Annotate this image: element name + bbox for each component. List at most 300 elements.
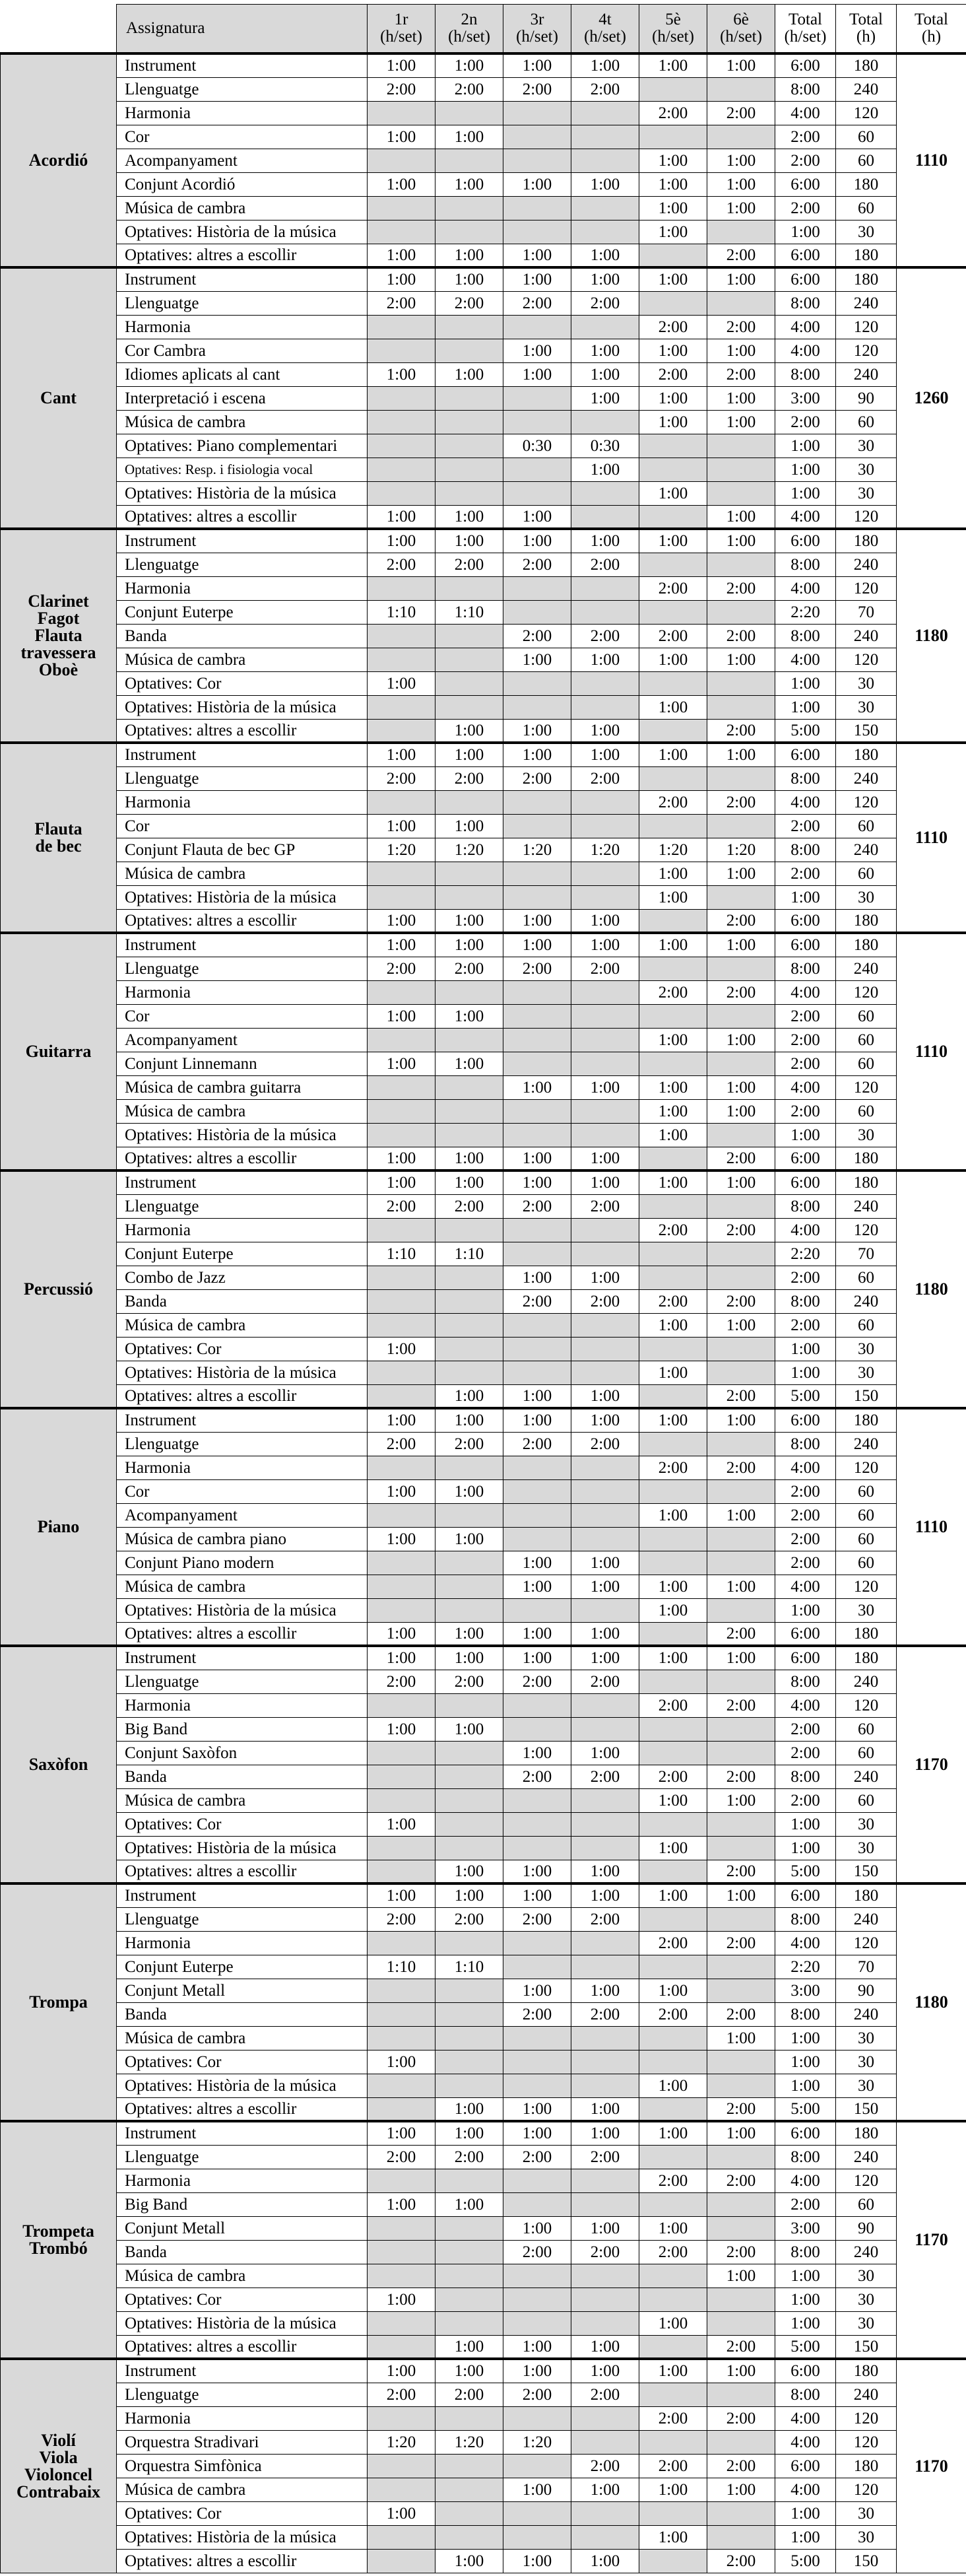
total-hours-cell: 240 bbox=[836, 1289, 897, 1313]
year-1-hours-cell bbox=[368, 648, 435, 671]
table-row bbox=[1, 933, 966, 957]
year-5-hours-cell bbox=[639, 2192, 707, 2216]
year-1-hours-cell bbox=[368, 1979, 435, 2002]
week-total-cell: 2:00 bbox=[775, 1503, 836, 1527]
subject-cell: Combo de Jazz bbox=[117, 1266, 368, 1289]
year-3-hours-cell: 1:00 bbox=[503, 1147, 571, 1170]
year-5-hours-cell bbox=[639, 125, 707, 149]
year-2-hours-cell: 1:00 bbox=[435, 1622, 503, 1646]
year-5-hours-cell bbox=[639, 1384, 707, 1408]
year-2-hours-cell bbox=[435, 2074, 503, 2097]
year-5-hours-cell bbox=[639, 1147, 707, 1170]
week-total-cell: 4:00 bbox=[775, 2430, 836, 2454]
instrument-name: Acordió bbox=[28, 151, 88, 170]
year-1-hours-cell: 1:00 bbox=[368, 933, 435, 957]
week-total-cell: 8:00 bbox=[775, 1432, 836, 1456]
subject-cell: Llenguatge bbox=[117, 553, 368, 576]
year-3-hours-cell bbox=[503, 1503, 571, 1527]
year-3-hours-cell: 1:00 bbox=[503, 1408, 571, 1432]
table-row bbox=[1, 1527, 966, 1551]
table-row bbox=[1, 2525, 966, 2549]
year-4-hours-cell bbox=[571, 862, 639, 885]
table-row bbox=[1, 1598, 966, 1622]
week-total-cell: 4:00 bbox=[775, 1693, 836, 1717]
year-6-hours-cell: 1:00 bbox=[707, 267, 775, 291]
total-week-header: Total (h/set) bbox=[775, 5, 836, 54]
year-5-hours-cell: 1:00 bbox=[639, 1099, 707, 1123]
year-3-hours-cell: 1:20 bbox=[503, 2430, 571, 2454]
table-row bbox=[1, 862, 966, 885]
year-4-hours-cell bbox=[571, 695, 639, 719]
year-1-hours-cell bbox=[368, 196, 435, 220]
week-total-cell: 8:00 bbox=[775, 1194, 836, 1218]
year-4-hours-cell bbox=[571, 2264, 639, 2288]
total-hours-cell: 150 bbox=[836, 2549, 897, 2573]
year-6-hours-cell bbox=[707, 481, 775, 505]
subject-cell: Harmonia bbox=[117, 980, 368, 1004]
year-4-hours-cell: 1:00 bbox=[571, 2216, 639, 2240]
year-6-hours-cell: 2:00 bbox=[707, 1147, 775, 1170]
subject-cell: Optatives: Història de la música bbox=[117, 1598, 368, 1622]
year-1-hours-cell bbox=[368, 695, 435, 719]
table-row bbox=[1, 1931, 966, 1955]
year-2-hours-cell: 1:00 bbox=[435, 2097, 503, 2121]
year-5-hours-cell: 1:00 bbox=[639, 196, 707, 220]
year-3-hours-cell: 2:00 bbox=[503, 957, 571, 980]
year-6-hours-cell bbox=[707, 885, 775, 909]
table-row bbox=[1, 2383, 966, 2406]
year-5-hours-cell: 1:00 bbox=[639, 2525, 707, 2549]
table-row bbox=[1, 2264, 966, 2288]
subject-cell: Optatives: Història de la música bbox=[117, 695, 368, 719]
year-1-hours-cell: 1:00 bbox=[368, 1717, 435, 1741]
year-6-header: 6è (h/set) bbox=[707, 5, 775, 54]
year-4-hours-cell bbox=[571, 1693, 639, 1717]
year-1-hours-cell: 1:20 bbox=[368, 2430, 435, 2454]
week-total-cell: 4:00 bbox=[775, 1075, 836, 1099]
year-3-hours-cell: 2:00 bbox=[503, 2383, 571, 2406]
subject-cell: Conjunt Metall bbox=[117, 2216, 368, 2240]
week-total-cell: 5:00 bbox=[775, 1860, 836, 1883]
instrument-group-acordio bbox=[1, 53, 117, 267]
year-6-hours-cell bbox=[707, 1717, 775, 1741]
grand-total-cell: 1180 bbox=[897, 1883, 966, 2121]
year-3-hours-cell bbox=[503, 2501, 571, 2525]
header-corner bbox=[1, 5, 117, 54]
year-5-hours-cell bbox=[639, 2549, 707, 2573]
table-row bbox=[1, 2549, 966, 2573]
table-row bbox=[1, 1979, 966, 2002]
year-1-hours-cell bbox=[368, 790, 435, 814]
year-4-hours-cell: 1:00 bbox=[571, 1883, 639, 1907]
year-3-hours-cell bbox=[503, 1836, 571, 1860]
year-3-hours-cell: 2:00 bbox=[503, 1907, 571, 1931]
subject-cell: Música de cambra bbox=[117, 196, 368, 220]
subject-cell: Harmonia bbox=[117, 1693, 368, 1717]
table-row bbox=[1, 1361, 966, 1384]
year-3-hours-cell: 1:00 bbox=[503, 339, 571, 362]
instrument-name: Piano bbox=[37, 1517, 80, 1536]
year-4-hours-cell bbox=[571, 1099, 639, 1123]
year-3-hours-cell bbox=[503, 1242, 571, 1266]
year-2-hours-cell: 1:00 bbox=[435, 1170, 503, 1194]
year-6-hours-cell bbox=[707, 1670, 775, 1693]
total-hours-cell: 30 bbox=[836, 2501, 897, 2525]
subject-cell: Optatives: Cor bbox=[117, 2288, 368, 2311]
table-row bbox=[1, 1479, 966, 1503]
year-5-hours-cell bbox=[639, 2026, 707, 2050]
total-hours-cell: 30 bbox=[836, 2288, 897, 2311]
year-3-hours-cell bbox=[503, 862, 571, 885]
year-1-hours-cell bbox=[368, 1741, 435, 1765]
subject-cell: Acompanyament bbox=[117, 149, 368, 172]
subject-cell: Llenguatge bbox=[117, 2145, 368, 2169]
instrument-group-piano bbox=[1, 1408, 117, 1646]
table-row bbox=[1, 600, 966, 624]
year-5-hours-cell: 2:00 bbox=[639, 1289, 707, 1313]
table-row bbox=[1, 1432, 966, 1456]
week-total-cell: 6:00 bbox=[775, 909, 836, 933]
year-5-hours-cell bbox=[639, 1052, 707, 1075]
year-5-hours-cell: 1:00 bbox=[639, 1170, 707, 1194]
year-2-hours-cell bbox=[435, 1598, 503, 1622]
table-row bbox=[1, 1075, 966, 1099]
week-total-cell: 4:00 bbox=[775, 505, 836, 529]
week-total-cell: 8:00 bbox=[775, 766, 836, 790]
subject-cell: Cor bbox=[117, 1479, 368, 1503]
table-row bbox=[1, 220, 966, 244]
year-2-hours-cell: 1:10 bbox=[435, 1955, 503, 1979]
year-4-hours-cell: 2:00 bbox=[571, 957, 639, 980]
year-1-hours-cell bbox=[368, 220, 435, 244]
total-hours-cell: 60 bbox=[836, 1503, 897, 1527]
table-row bbox=[1, 1170, 966, 1194]
grand-total-cell: 1180 bbox=[897, 529, 966, 743]
table-row bbox=[1, 2097, 966, 2121]
year-1-hours-cell: 1:00 bbox=[368, 1170, 435, 1194]
year-2-hours-cell: 2:00 bbox=[435, 553, 503, 576]
year-3-hours-cell bbox=[503, 2288, 571, 2311]
year-5-hours-cell: 1:00 bbox=[639, 2121, 707, 2145]
year-4-hours-cell: 1:00 bbox=[571, 743, 639, 766]
week-total-cell: 8:00 bbox=[775, 2145, 836, 2169]
table-row bbox=[1, 1052, 966, 1075]
year-6-hours-cell: 1:00 bbox=[707, 648, 775, 671]
year-2-hours-cell: 1:00 bbox=[435, 1717, 503, 1741]
subject-cell: Música de cambra piano bbox=[117, 1527, 368, 1551]
total-hours-cell: 120 bbox=[836, 505, 897, 529]
total-hours-cell: 30 bbox=[836, 2026, 897, 2050]
week-total-cell: 8:00 bbox=[775, 624, 836, 648]
year-2-hours-cell bbox=[435, 2264, 503, 2288]
table-row bbox=[1, 1812, 966, 1836]
year-2-hours-cell: 1:00 bbox=[435, 2121, 503, 2145]
year-2-hours-cell bbox=[435, 2406, 503, 2430]
table-row bbox=[1, 2335, 966, 2359]
year-3-hours-cell: 1:00 bbox=[503, 267, 571, 291]
year-6-hours-cell: 1:20 bbox=[707, 838, 775, 862]
year-6-hours-cell: 1:00 bbox=[707, 410, 775, 434]
year-4-hours-cell: 1:00 bbox=[571, 53, 639, 77]
year-3-hours-cell: 1:00 bbox=[503, 909, 571, 933]
year-6-hours-cell: 2:00 bbox=[707, 101, 775, 125]
year-6-hours-cell bbox=[707, 766, 775, 790]
year-4-hours-cell: 1:00 bbox=[571, 1408, 639, 1432]
year-6-hours-cell: 1:00 bbox=[707, 339, 775, 362]
year-4-hours-cell: 2:00 bbox=[571, 766, 639, 790]
subject-cell: Harmonia bbox=[117, 576, 368, 600]
year-2-hours-cell: 1:00 bbox=[435, 125, 503, 149]
year-3-hours-cell bbox=[503, 790, 571, 814]
year-2-hours-cell: 2:00 bbox=[435, 1907, 503, 1931]
year-5-hours-cell bbox=[639, 1812, 707, 1836]
year-6-hours-cell: 1:00 bbox=[707, 1788, 775, 1812]
subject-cell: Optatives: altres a escollir bbox=[117, 2335, 368, 2359]
year-3-hours-cell bbox=[503, 2050, 571, 2074]
subject-column-header: Assignatura bbox=[117, 5, 368, 54]
year-3-hours-cell: 1:00 bbox=[503, 2121, 571, 2145]
table-row bbox=[1, 648, 966, 671]
subject-cell: Optatives: Cor bbox=[117, 1337, 368, 1361]
total-hours-cell: 180 bbox=[836, 909, 897, 933]
year-2-hours-cell bbox=[435, 434, 503, 458]
year-3-hours-cell: 1:00 bbox=[503, 1883, 571, 1907]
year-5-hours-cell: 1:00 bbox=[639, 149, 707, 172]
year-2-hours-cell: 2:00 bbox=[435, 2383, 503, 2406]
year-2-hours-cell: 1:00 bbox=[435, 1527, 503, 1551]
year-1-hours-cell bbox=[368, 386, 435, 410]
year-4-hours-cell bbox=[571, 410, 639, 434]
year-5-hours-cell: 2:00 bbox=[639, 576, 707, 600]
year-6-hours-cell: 2:00 bbox=[707, 244, 775, 267]
year-5-hours-cell: 1:00 bbox=[639, 386, 707, 410]
year-1-hours-cell: 1:00 bbox=[368, 1408, 435, 1432]
year-2-hours-cell bbox=[435, 2454, 503, 2478]
year-2-hours-cell bbox=[435, 885, 503, 909]
subject-cell: Instrument bbox=[117, 529, 368, 553]
year-2-hours-cell: 1:20 bbox=[435, 2430, 503, 2454]
total-hours-cell: 180 bbox=[836, 2121, 897, 2145]
year-3-hours-cell: 1:00 bbox=[503, 648, 571, 671]
week-total-cell: 6:00 bbox=[775, 2454, 836, 2478]
subject-cell: Orquestra Simfònica bbox=[117, 2454, 368, 2478]
year-2-hours-cell bbox=[435, 1099, 503, 1123]
subject-cell: Optatives: altres a escollir bbox=[117, 2097, 368, 2121]
year-5-hours-cell bbox=[639, 1194, 707, 1218]
year-3-hours-cell bbox=[503, 814, 571, 838]
year-6-hours-cell: 1:00 bbox=[707, 1503, 775, 1527]
year-3-hours-cell bbox=[503, 1052, 571, 1075]
year-3-hours-cell: 1:00 bbox=[503, 244, 571, 267]
year-4-hours-cell bbox=[571, 1361, 639, 1384]
table-row bbox=[1, 2288, 966, 2311]
year-3-hours-cell bbox=[503, 2406, 571, 2430]
year-5-hours-cell: 2:00 bbox=[639, 1931, 707, 1955]
year-2-hours-cell bbox=[435, 315, 503, 339]
week-total-cell: 4:00 bbox=[775, 1931, 836, 1955]
week-total-cell: 1:00 bbox=[775, 1598, 836, 1622]
year-1-hours-cell bbox=[368, 1456, 435, 1479]
year-5-hours-cell: 2:00 bbox=[639, 2454, 707, 2478]
subject-cell: Llenguatge bbox=[117, 291, 368, 315]
year-4-hours-cell: 1:00 bbox=[571, 362, 639, 386]
year-6-hours-cell bbox=[707, 2192, 775, 2216]
year-2-hours-cell: 1:00 bbox=[435, 2335, 503, 2359]
year-1-hours-cell: 1:00 bbox=[368, 2121, 435, 2145]
year-6-hours-cell bbox=[707, 2311, 775, 2335]
table-row bbox=[1, 2192, 966, 2216]
year-2-hours-cell bbox=[435, 576, 503, 600]
year-3-hours-cell: 1:00 bbox=[503, 1075, 571, 1099]
instrument-name: Violoncel bbox=[24, 2464, 93, 2484]
table-row bbox=[1, 1004, 966, 1028]
year-1-hours-cell: 2:00 bbox=[368, 2383, 435, 2406]
table-row bbox=[1, 481, 966, 505]
year-2-hours-cell bbox=[435, 1575, 503, 1598]
total-hours-cell: 240 bbox=[836, 2145, 897, 2169]
year-4-hours-cell: 2:00 bbox=[571, 1907, 639, 1931]
subject-cell: Optatives: Història de la música bbox=[117, 220, 368, 244]
year-2-hours-cell bbox=[435, 1836, 503, 1860]
year-1-hours-cell: 1:00 bbox=[368, 125, 435, 149]
year-6-hours-cell bbox=[707, 1479, 775, 1503]
grand-total-header: Total (h) bbox=[897, 5, 966, 54]
subject-cell: Optatives: altres a escollir bbox=[117, 2549, 368, 2573]
year-2-hours-cell bbox=[435, 671, 503, 695]
subject-cell: Conjunt Euterpe bbox=[117, 600, 368, 624]
year-5-hours-cell: 2:00 bbox=[639, 2169, 707, 2192]
week-total-cell: 6:00 bbox=[775, 2121, 836, 2145]
year-1-hours-cell: 1:00 bbox=[368, 814, 435, 838]
subject-cell: Música de cambra bbox=[117, 1099, 368, 1123]
year-1-hours-cell bbox=[368, 1931, 435, 1955]
year-1-hours-cell bbox=[368, 1266, 435, 1289]
year-4-hours-cell: 2:00 bbox=[571, 1194, 639, 1218]
year-2-hours-cell: 1:00 bbox=[435, 362, 503, 386]
year-4-hours-cell bbox=[571, 790, 639, 814]
year-2-hours-cell bbox=[435, 481, 503, 505]
year-5-hours-cell: 1:00 bbox=[639, 1313, 707, 1337]
year-5-hours-cell bbox=[639, 1622, 707, 1646]
year-3-hours-cell: 2:00 bbox=[503, 553, 571, 576]
week-total-cell: 1:00 bbox=[775, 2074, 836, 2097]
table-row bbox=[1, 1099, 966, 1123]
subject-cell: Optatives: Història de la música bbox=[117, 2311, 368, 2335]
year-4-hours-cell: 2:00 bbox=[571, 2240, 639, 2264]
instrument-name: Violí bbox=[41, 2430, 76, 2450]
year-6-hours-cell: 1:00 bbox=[707, 1313, 775, 1337]
year-3-hours-cell: 0:30 bbox=[503, 434, 571, 458]
year-5-hours-cell bbox=[639, 2097, 707, 2121]
week-total-cell: 4:00 bbox=[775, 648, 836, 671]
week-total-cell: 1:00 bbox=[775, 1812, 836, 1836]
total-hours-cell: 180 bbox=[836, 529, 897, 553]
year-5-hours-cell bbox=[639, 1955, 707, 1979]
year-6-hours-cell bbox=[707, 2050, 775, 2074]
year-2-hours-cell bbox=[435, 196, 503, 220]
subject-cell: Idiomes aplicats al cant bbox=[117, 362, 368, 386]
year-3-hours-cell: 1:00 bbox=[503, 2359, 571, 2383]
year-3-hours-cell: 1:00 bbox=[503, 2216, 571, 2240]
year-3-hours-cell bbox=[503, 1361, 571, 1384]
subject-cell: Llenguatge bbox=[117, 1432, 368, 1456]
year-3-hours-cell: 1:00 bbox=[503, 172, 571, 196]
year-2-hours-cell: 2:00 bbox=[435, 766, 503, 790]
year-3-hours-cell: 2:00 bbox=[503, 1289, 571, 1313]
total-hours-cell: 240 bbox=[836, 957, 897, 980]
year-4-hours-cell bbox=[571, 481, 639, 505]
year-4-hours-cell bbox=[571, 149, 639, 172]
total-hours-cell: 120 bbox=[836, 1693, 897, 1717]
year-2-hours-cell bbox=[435, 1218, 503, 1242]
year-4-hours-cell: 1:00 bbox=[571, 933, 639, 957]
total-hours-cell: 60 bbox=[836, 2192, 897, 2216]
year-5-hours-cell bbox=[639, 1551, 707, 1575]
week-total-cell: 2:20 bbox=[775, 1955, 836, 1979]
total-hours-cell: 120 bbox=[836, 2430, 897, 2454]
year-3-header: 3r (h/set) bbox=[503, 5, 571, 54]
year-3-hours-cell: 1:00 bbox=[503, 505, 571, 529]
year-6-hours-cell bbox=[707, 1266, 775, 1289]
grand-total-cell: 1180 bbox=[897, 1170, 966, 1408]
year-4-hours-cell: 1:00 bbox=[571, 244, 639, 267]
subject-cell: Optatives: Història de la música bbox=[117, 1361, 368, 1384]
total-hours-cell: 60 bbox=[836, 1479, 897, 1503]
year-6-hours-cell: 1:00 bbox=[707, 196, 775, 220]
subject-cell: Música de cambra bbox=[117, 1788, 368, 1812]
year-4-hours-cell bbox=[571, 1004, 639, 1028]
total-hours-cell: 240 bbox=[836, 1432, 897, 1456]
instrument-name: Viola bbox=[39, 2447, 78, 2467]
table-row bbox=[1, 671, 966, 695]
year-5-hours-cell: 2:00 bbox=[639, 1765, 707, 1788]
year-6-hours-cell bbox=[707, 1979, 775, 2002]
year-5-hours-cell: 2:00 bbox=[639, 2240, 707, 2264]
year-2-hours-cell bbox=[435, 1693, 503, 1717]
week-total-cell: 2:00 bbox=[775, 1266, 836, 1289]
subject-cell: Optatives: Història de la música bbox=[117, 885, 368, 909]
table-row bbox=[1, 2359, 966, 2383]
year-2-hours-cell: 2:00 bbox=[435, 2145, 503, 2169]
year-1-hours-cell bbox=[368, 1693, 435, 1717]
year-4-hours-cell bbox=[571, 1598, 639, 1622]
year-4-hours-cell: 1:00 bbox=[571, 1170, 639, 1194]
total-hours-cell: 30 bbox=[836, 1598, 897, 1622]
year-6-hours-cell: 1:00 bbox=[707, 53, 775, 77]
year-3-hours-cell bbox=[503, 149, 571, 172]
year-1-hours-cell bbox=[368, 1503, 435, 1527]
total-hours-cell: 30 bbox=[836, 2264, 897, 2288]
year-1-hours-cell: 2:00 bbox=[368, 291, 435, 315]
subject-cell: Harmonia bbox=[117, 1931, 368, 1955]
total-hours-cell: 180 bbox=[836, 743, 897, 766]
table-row bbox=[1, 1266, 966, 1289]
year-5-hours-cell: 1:00 bbox=[639, 2359, 707, 2383]
year-5-hours-cell: 1:00 bbox=[639, 648, 707, 671]
year-3-hours-cell: 1:00 bbox=[503, 1551, 571, 1575]
year-1-hours-cell: 2:00 bbox=[368, 1194, 435, 1218]
year-1-hours-cell: 1:00 bbox=[368, 2288, 435, 2311]
subject-cell: Banda bbox=[117, 1765, 368, 1788]
subject-cell: Música de cambra bbox=[117, 2264, 368, 2288]
year-2-hours-cell: 1:00 bbox=[435, 719, 503, 743]
year-6-hours-cell: 1:00 bbox=[707, 1075, 775, 1099]
total-hours-cell: 60 bbox=[836, 1717, 897, 1741]
year-1-hours-cell bbox=[368, 1313, 435, 1337]
subject-cell: Conjunt Linnemann bbox=[117, 1052, 368, 1075]
week-total-cell: 4:00 bbox=[775, 1218, 836, 1242]
year-6-hours-cell bbox=[707, 77, 775, 101]
